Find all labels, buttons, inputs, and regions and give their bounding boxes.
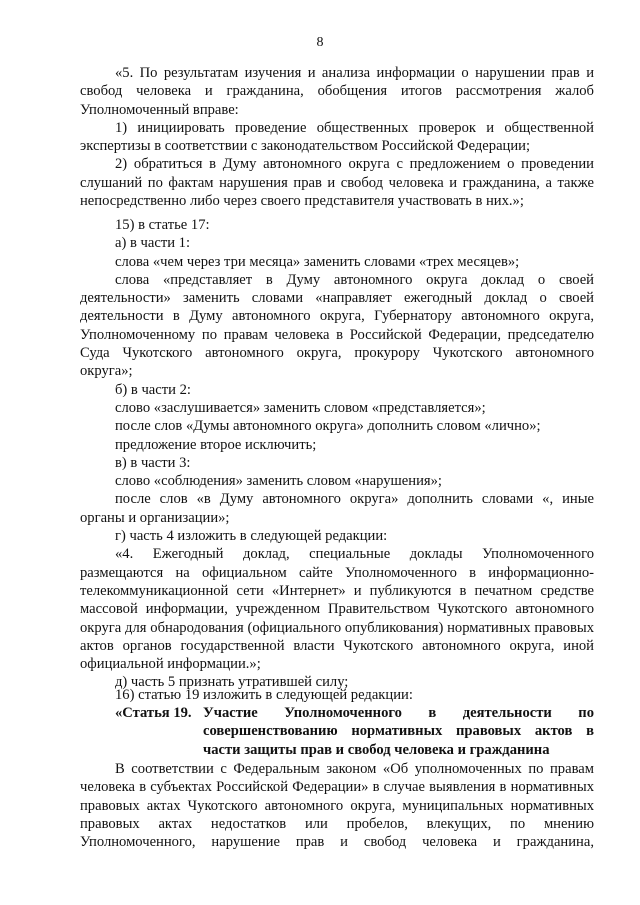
section-article-19-intro xyxy=(80,686,594,704)
paragraph: д) часть 5 признать утратившей силу; xyxy=(115,674,349,691)
article-title-line: совершенствованию нормативных правовых актов в xyxy=(203,723,594,740)
paragraph: в) в части 3: xyxy=(115,454,191,471)
paragraph: после слов «Думы автономного округа» дополнить словом «лично»; xyxy=(115,418,541,435)
paragraph: 2) обратиться в Думу автономного округа с предложением о проведении слушаний по фактам нарушения прав и свобод человека и гражданина, а также непосредственно либо через своего представителя участвовать в них.»; xyxy=(80,156,594,210)
paragraph: слова «представляет в Думу автономного округа доклад о своей деятельности» заменить словами «направляет ежегодный доклад о своей деятельности в Думу автономного округа, Губернатору автономного округа, Уполномоченному по правам человека в Российской Федерации, председателю Суда Чукотского автономного округа, прокурору Чукотского автономного округа»; xyxy=(80,271,594,380)
paragraph: «5. По результатам изучения и анализа информации о нарушении прав и свобод человека и гражданина, обобщения итогов рассмотрения жалоб Уполномоченный вправе: xyxy=(80,65,594,118)
article-title-line: Участие Уполномоченного в деятельности по xyxy=(203,705,594,721)
paragraph: г) часть 4 изложить в следующей редакции: xyxy=(115,528,388,545)
paragraph: В соответствии с Федеральным законом «Об уполномоченных по правам человека в субъектах Российской Федерации» в случае выявления в нормативных правовых актах Чукотского автономного округа, муниципальных нормативных правовых актах недостатков или пробелов, влекущих, по мнению Уполномоченного, нарушение прав и свобод человека и гражданина, xyxy=(80,761,594,851)
paragraph: слово «соблюдения» заменить словом «нарушения»; xyxy=(115,473,442,490)
section-article-17 xyxy=(80,216,594,692)
page-number: 8 xyxy=(316,35,324,50)
article-heading xyxy=(80,704,594,759)
section-item-5 xyxy=(80,64,594,210)
paragraph: б) в части 2: xyxy=(115,381,191,398)
paragraph: «4. Ежегодный доклад, специальные доклады Уполномоченного размещаются на официальном сайте Уполномоченного в информационно-телекоммуникационной сети «Интернет» и публикуются в печатном средстве массовой информации, учрежденном Правительством Чукотского автономного округа для обнародования (официального опубликования) нормативных правовых актов органов государственной власти Чукотского автономного округа, иной официальной информации.»; xyxy=(80,546,594,673)
paragraph: предложение второе исключить; xyxy=(115,436,317,453)
article-title-line: части защиты прав и свобод человека и гражданина xyxy=(203,741,550,758)
paragraph: после слов «в Думу автономного округа» дополнить словами «, иные органы и организации»; xyxy=(80,491,594,526)
paragraph: слова «чем через три месяца» заменить словами «трех месяцев»; xyxy=(115,253,520,270)
article-number: «Статья 19. xyxy=(115,705,192,721)
paragraph: 16) статью 19 изложить в следующей редакции: xyxy=(115,687,413,703)
paragraph: слово «заслушивается» заменить словом «представляется»; xyxy=(115,399,486,416)
article-19-body xyxy=(80,760,594,851)
paragraph: а) в части 1: xyxy=(115,235,191,252)
paragraph: 1) инициировать проведение общественных проверок и общественной экспертизы в соответствии с законодательством Российской Федерации; xyxy=(80,119,594,155)
paragraph: 15) в статье 17: xyxy=(115,217,210,233)
